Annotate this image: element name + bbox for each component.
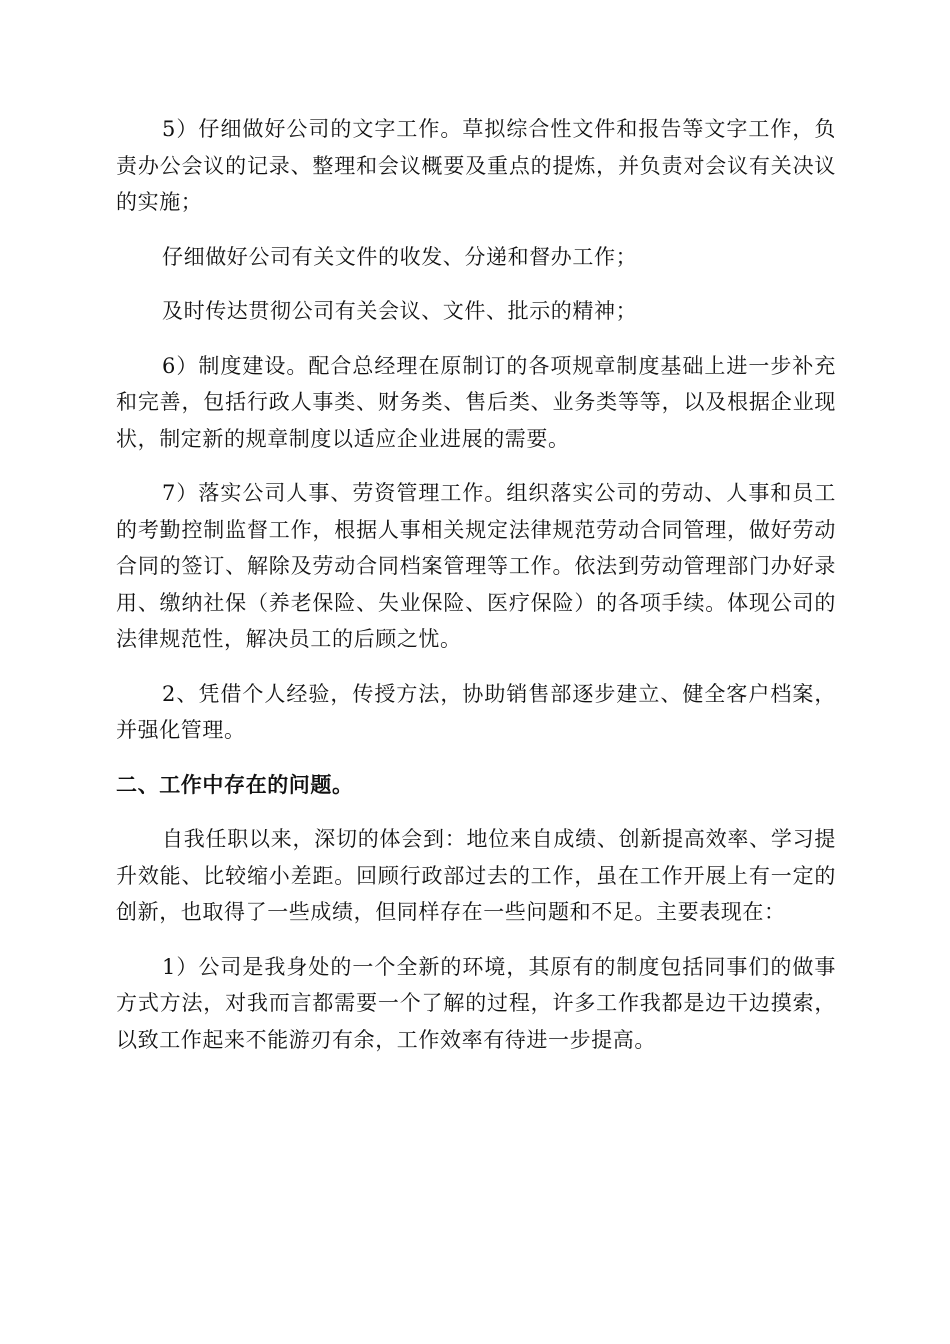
paragraph-3: 及时传达贯彻公司有关会议、文件、批示的精神； <box>162 299 638 323</box>
paragraph-7: 自我任职以来，深切的体会到：地位来自成绩、创新提高效率、学习提升效能、比较缩小差距。回顾行政部过去的工作，虽在工作开展上有一定的创新，也取得了一些成绩，但同样存在一些问题和不足。主要表现在： <box>116 827 836 924</box>
paragraph-1: 5）仔细做好公司的文字工作。草拟综合性文件和报告等文字工作，负责办公会议的记录、整理和会议概要及重点的提炼，并负责对会议有关决议的实施； <box>116 117 836 214</box>
paragraph-2: 仔细做好公司有关文件的收发、分递和督办工作； <box>162 244 638 269</box>
document-body <box>116 111 836 1076</box>
paragraph-4: 6）制度建设。配合总经理在原制订的各项规章制度基础上进一步补充和完善，包括行政人事类、财务类、售后类、业务类等等，以及根据企业现状，制定新的规章制度以适应企业进展的需要。 <box>116 353 836 451</box>
paragraph-8: 1）公司是我身处的一个全新的环境，其原有的制度包括同事们的做事方式方法，对我而言都需要一个了解的过程，许多工作我都是边干边摸索，以致工作起来不能游刃有余，工作效率有待进一步提高。 <box>116 954 836 1052</box>
paragraph-5: 7）落实公司人事、劳资管理工作。组织落实公司的劳动、人事和员工的考勤控制监督工作，根据人事相关规定法律规范劳动合同管理，做好劳动合同的签订、解除及劳动合同档案管理等工作。依法到劳动管理部门办好录用、缴纳社保（养老保险、失业保险、医疗保险）的各项手续。体现公司的法律规范性，解决员工的后顾之忧。 <box>116 481 836 651</box>
section-heading: 二、工作中存在的问题。 <box>116 772 354 797</box>
paragraph-6: 2、凭借个人经验，传授方法，协助销售部逐步建立、健全客户档案，并强化管理。 <box>116 681 836 742</box>
